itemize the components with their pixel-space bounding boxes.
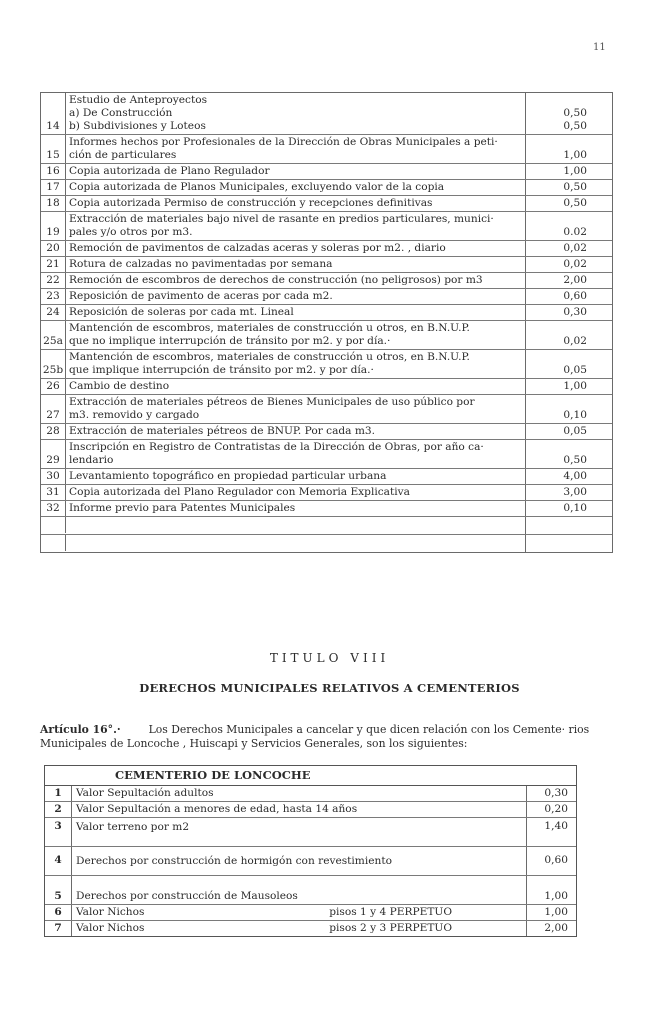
row-description [66,440,526,468]
row-description [66,395,526,423]
row-description [66,212,526,240]
table-row [41,163,612,179]
row-value [526,440,612,468]
row-number: 7 [45,921,72,936]
row-description [66,93,526,134]
row-description [66,164,526,179]
value-line: 0,05 [563,425,587,437]
description-line: Extracción de materiales pétreos de Bienes Municipales de uso público por [69,396,475,408]
description-line: Extracción de materiales bajo nivel de rasante en predios particulares, munici· [69,213,494,225]
row-value [526,212,612,240]
row-description [72,905,527,920]
row-number: 25a [41,321,66,349]
row-number: 15 [41,135,66,163]
description-line: Inscripción en Registro de Contratistas de la Dirección de Obras, por año ca· [69,441,484,453]
value-line: 0,50 [563,120,587,132]
description-line: b) Subdivisiones y Loteos [69,120,206,132]
empty-cell [526,517,612,532]
description-line: que no implique interrupción de tránsito por m2. y por día.· [69,335,391,347]
description-text: Valor Nichos [76,922,145,934]
row-number: 14 [41,93,66,134]
table-row [41,288,612,304]
row-number: 5 [45,876,72,904]
description-line: Estudio de Anteproyectos [69,94,208,106]
empty-row [41,534,612,552]
row-value [526,257,612,272]
value-line: 0,02 [563,258,587,270]
value-line: 0,50 [563,197,587,209]
floor-detail: pisos 1 y 4 PERPETUO [329,906,452,918]
description-line: Informe previo para Patentes Municipales [69,502,296,514]
value-line: 4,00 [563,470,587,482]
row-description [72,802,527,817]
row-number: 29 [41,440,66,468]
row-value [526,350,612,378]
description-line: Rotura de calzadas no pavimentadas por semana [69,258,333,270]
value-line: 0,02 [563,242,587,254]
description-text: Valor Nichos [76,906,145,918]
row-value [526,395,612,423]
value-line: 0.02 [563,226,587,238]
description-line: Copia autorizada del Plano Regulador con Memoria Explicativa [69,486,410,498]
description-line: Levantamiento topográfico en propiedad particular urbana [69,470,387,482]
description-line: que implique interrupción de tránsito por m2. y por día.· [69,364,374,376]
row-value: 1,00 [544,890,568,902]
table-row [45,817,576,846]
row-description [66,180,526,195]
description-line: Mantención de escombros, materiales de construcción u otros, en B.N.U.P. [69,351,470,363]
row-value [526,196,612,211]
row-number: 25b [41,350,66,378]
row-value [526,305,612,320]
value-line: 2,00 [563,274,587,286]
row-description [66,321,526,349]
description-line: Remoción de pavimentos de calzadas aceras y soleras por m2. , diario [69,242,446,254]
value-line: 0,05 [563,364,587,376]
table-row [41,378,612,394]
row-description [66,135,526,163]
description-line: ción de particulares [69,149,177,161]
row-number: 2 [45,802,72,817]
row-number: 28 [41,424,66,439]
table-row [41,468,612,484]
value-line: 3,00 [563,486,587,498]
row-number: 16 [41,164,66,179]
row-description [66,485,526,500]
row-value [526,379,612,394]
table-row [45,875,576,904]
description-text: Derechos por construcción de Mausoleos [76,890,298,902]
row-value: 1,00 [544,906,568,918]
row-description [66,379,526,394]
value-line: 1,00 [563,165,587,177]
table-row [41,500,612,516]
value-line: 0,50 [563,107,587,119]
row-description [66,257,526,272]
row-number: 27 [41,395,66,423]
row-description [66,424,526,439]
description-text: Valor terreno por m2 [76,821,190,833]
empty-cell [526,535,612,550]
table-row [41,195,612,211]
table-row [41,320,612,349]
row-value [526,501,612,516]
value-line: 0,02 [563,335,587,347]
description-line: a) De Construcción [69,107,173,119]
row-value: 2,00 [544,922,568,934]
table-row [41,423,612,439]
description-text: Valor Sepultación a menores de edad, hasta 14 años [76,803,358,815]
row-value [526,485,612,500]
row-number: 22 [41,273,66,288]
row-description [66,469,526,484]
article-paragraph [40,723,615,751]
table-row [41,439,612,468]
value-line: 0,50 [563,181,587,193]
row-number: 20 [41,241,66,256]
value-line: 0,30 [563,306,587,318]
table-row [41,134,612,163]
table-row [41,240,612,256]
description-line: Copia autorizada de Plano Regulador [69,165,270,177]
row-value [526,273,612,288]
table-row [45,801,576,817]
row-number: 23 [41,289,66,304]
row-number: 6 [45,905,72,920]
description-text: Derechos por construcción de hormigón con revestimiento [76,854,392,867]
value-line: 1,00 [563,149,587,161]
row-value [526,241,612,256]
empty-row [41,516,612,534]
row-description [72,786,527,801]
row-value: 1,40 [544,820,568,832]
section-title: TITULO VIII [269,651,390,665]
empty-cell [41,535,66,551]
row-description [66,241,526,256]
row-value: 0,60 [544,854,568,866]
value-line: 0,60 [563,290,587,302]
row-value [526,424,612,439]
row-number: 18 [41,196,66,211]
description-line: Extracción de materiales pétreos de BNUP. Por cada m3. [69,425,376,437]
row-number: 30 [41,469,66,484]
row-value [526,321,612,349]
value-line: 0,50 [563,454,587,466]
row-value [526,180,612,195]
description-line: Remoción de escombros de derechos de construcción (no peligrosos) por m3 [69,274,483,286]
article-text: Los Derechos Municipales a cancelar y que dicen relación con los Cemente· rios Municipales de Loncoche , Huiscapi y Servicios Generales, son los siguientes: [40,723,590,750]
row-number: 26 [41,379,66,394]
description-line: lendario [69,454,114,466]
description-line: Reposición de pavimento de aceras por cada m2. [69,290,333,302]
row-number: 32 [41,501,66,516]
row-value [526,469,612,484]
row-number: 31 [41,485,66,500]
row-description [72,847,527,875]
table-row [41,256,612,272]
table-row [45,846,576,875]
cemetery-table [44,765,577,937]
page-number: 11 [593,42,606,53]
description-line: Copia autorizada Permiso de construcción y recepciones definitivas [69,197,433,209]
row-description [66,501,526,516]
row-value [526,289,612,304]
table-row [41,484,612,500]
row-value: 0,20 [544,803,568,815]
table-row [41,272,612,288]
description-line: Informes hechos por Profesionales de la Dirección de Obras Municipales a peti· [69,136,498,148]
description-line: Reposición de soleras por cada mt. Lineal [69,306,294,318]
row-number: 19 [41,212,66,240]
section-subtitle: DERECHOS MUNICIPALES RELATIVOS A CEMENTERIOS [139,681,520,695]
empty-cell [66,535,526,552]
table-row [41,304,612,320]
row-description [66,305,526,320]
value-line: 0,10 [563,409,587,421]
description-text: Valor Sepultación adultos [76,787,214,799]
table-row [41,211,612,240]
table-row [41,349,612,378]
table-row [41,179,612,195]
row-number: 1 [45,786,72,801]
description-line: Mantención de escombros, materiales de construcción u otros, en B.N.U.P. [69,322,470,334]
value-line: 1,00 [563,380,587,392]
row-description [72,876,527,904]
table-row [45,904,576,920]
row-value [526,135,612,163]
row-description [72,921,527,936]
row-value [526,164,612,179]
row-value: 0,30 [544,787,568,799]
description-line: pales y/o otros por m3. [69,226,193,238]
row-number: 24 [41,305,66,320]
description-line: Cambio de destino [69,380,170,392]
row-number: 17 [41,180,66,195]
table-row [41,93,612,134]
article-label: Artículo 16°.· [40,723,121,736]
floor-detail: pisos 2 y 3 PERPETUO [329,922,452,934]
row-number: 3 [45,818,72,846]
fees-table [40,92,613,553]
empty-cell [66,517,526,534]
table-row [45,920,576,936]
row-description [66,196,526,211]
row-description [72,818,527,846]
description-line: Copia autorizada de Planos Municipales, excluyendo valor de la copia [69,181,445,193]
row-number: 4 [45,847,72,875]
empty-cell [41,517,66,533]
row-description [66,289,526,304]
row-description [66,273,526,288]
cemetery-table-header: CEMENTERIO DE LONCOCHE [45,766,576,786]
value-line: 0,10 [563,502,587,514]
description-line: m3. removido y cargado [69,409,200,421]
row-value [526,93,612,134]
table-row [45,786,576,801]
table-row [41,394,612,423]
row-number: 21 [41,257,66,272]
row-description [66,350,526,378]
